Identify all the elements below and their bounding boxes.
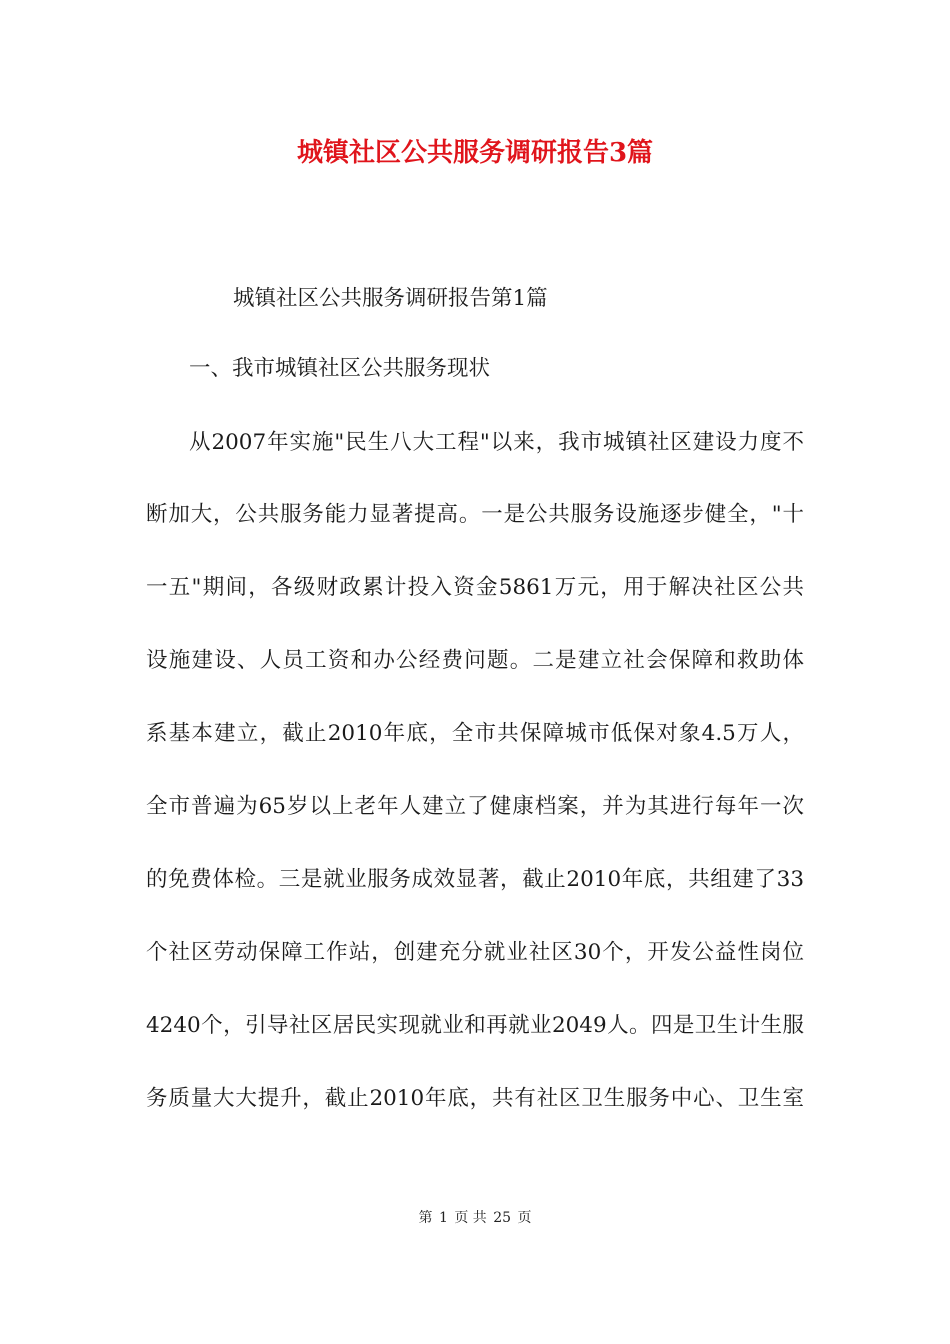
body-line: 系基本建立，截止2010年底，全市共保障城市低保对象4.5万人，	[146, 721, 804, 746]
footer-current-page: 1	[438, 1210, 448, 1226]
footer-total-pages: 25	[493, 1210, 512, 1226]
footer-prefix: 第	[418, 1210, 433, 1226]
document-title: 城镇社区公共服务调研报告3篇	[296, 138, 654, 168]
body-line: 4240个，引导社区居民实现就业和再就业2049人。四是卫生计生服	[146, 1013, 804, 1038]
body-line: 设施建设、人员工资和办公经费问题。二是建立社会保障和救助体	[146, 648, 804, 673]
page-footer	[0, 1208, 950, 1228]
body-line: 的免费体检。三是就业服务成效显著，截止2010年底，共组建了33	[146, 867, 804, 892]
body-line: 一五"期间，各级财政累计投入资金5861万元，用于解决社区公共	[146, 575, 804, 600]
body-line: 个社区劳动保障工作站，创建充分就业社区30个，开发公益性岗位	[146, 940, 804, 965]
body-line: 从2007年实施"民生八大工程"以来，我市城镇社区建设力度不	[189, 430, 804, 455]
body-line: 全市普遍为65岁以上老年人建立了健康档案，并为其进行每年一次	[146, 794, 804, 819]
section-heading: 一、我市城镇社区公共服务现状	[189, 356, 491, 381]
subtitle: 城镇社区公共服务调研报告第1篇	[233, 286, 548, 311]
body-line: 断加大，公共服务能力显著提高。一是公共服务设施逐步健全，"十	[146, 502, 804, 527]
footer-suffix: 页	[517, 1210, 532, 1226]
footer-middle: 页 共	[454, 1210, 487, 1226]
body-line: 务质量大大提升，截止2010年底，共有社区卫生服务中心、卫生室	[146, 1086, 804, 1111]
